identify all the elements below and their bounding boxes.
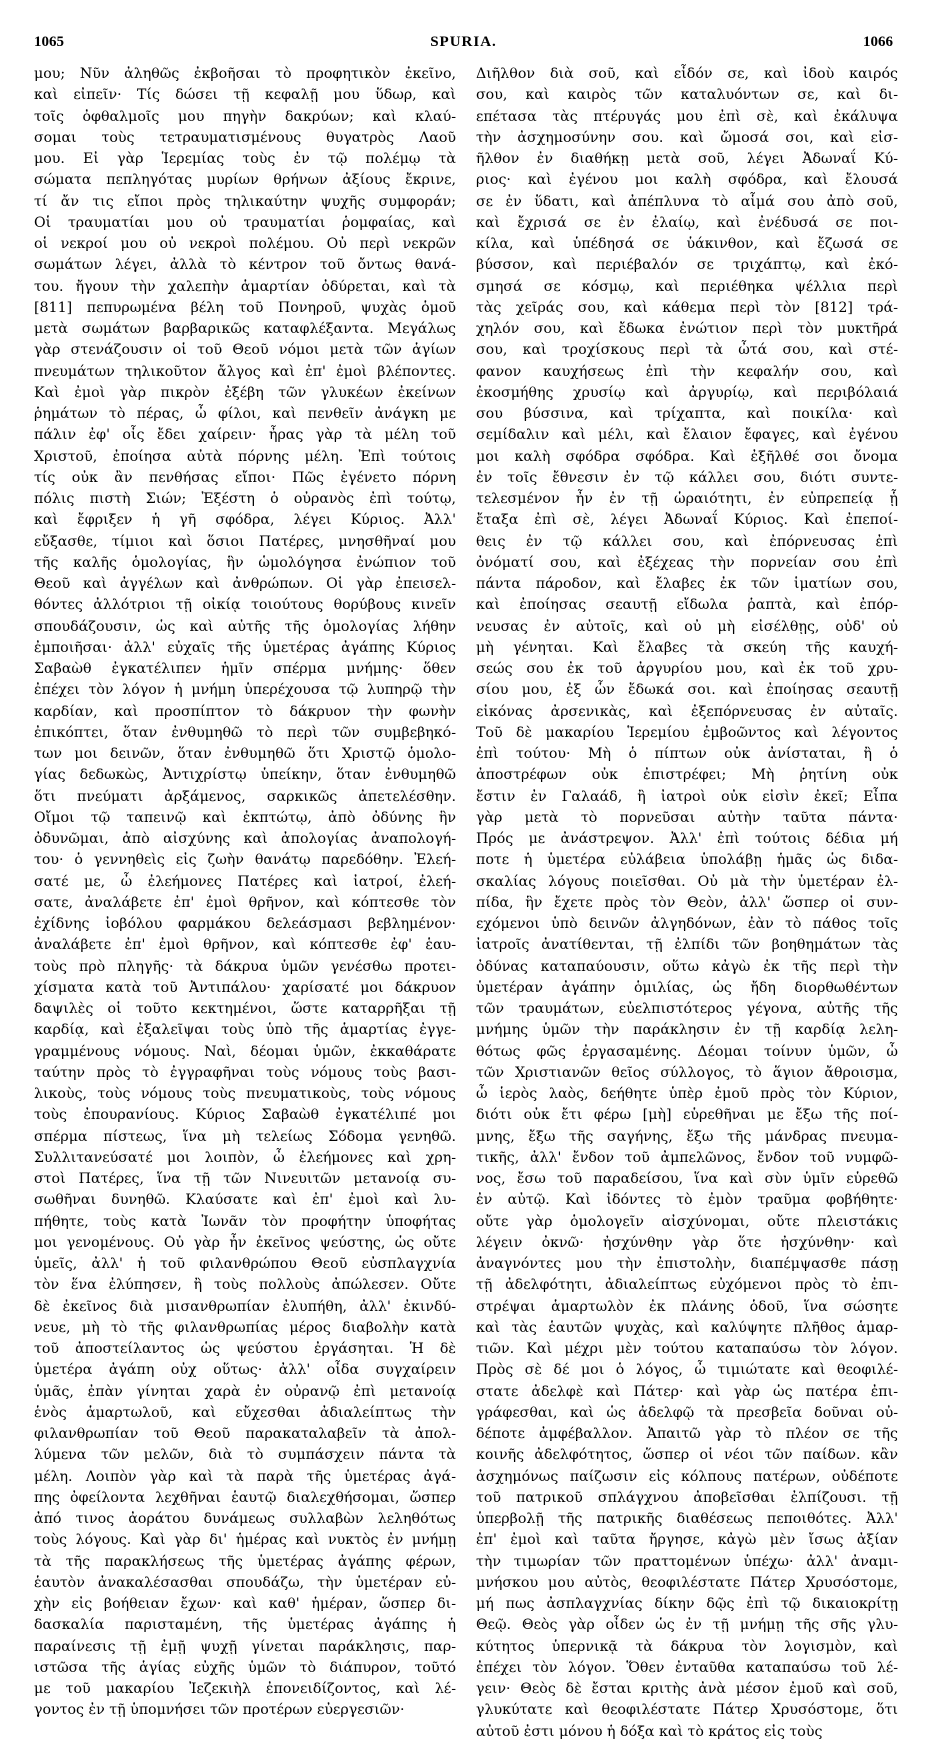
running-header xyxy=(34,34,893,56)
text-line: τοῦ πατρικοῦ σπλάγχνου ἀποβεῖσθαι ἐλπίζουσι. τῇ xyxy=(476,1489,898,1506)
text-line: νευε, μὴ τὸ τῆς φιλανθρωπίας μέρος διαβολὴν κατὰ xyxy=(34,1319,456,1336)
text-line: ἀπό τινος ἀοράτου δυνάμεως συλλαβὼν λεληθότως xyxy=(34,1511,456,1527)
text-line: σου βύσσινα, καὶ τρίχαπτα, καὶ ποικίλα· καὶ xyxy=(476,406,898,422)
text-line: ἐν τοῖς ἔθνεσιν ἐν τῷ κάλλει σου, διότι συντε- xyxy=(476,469,898,486)
left-column xyxy=(34,64,456,1719)
text-line: σατέ με, ὦ ἐλεήμονες Πατέρες καὶ ἰατροί, ἐλεή- xyxy=(34,873,456,890)
text-line: τιῶν. Καὶ μέχρι μὲν τούτου καταπαύσω τὸν λόγον. xyxy=(476,1341,898,1357)
text-line: πάλιν ἐφ' οἷς ἔδει χαίρειν· ἦρας γὰρ τὰ μέλη τοῦ xyxy=(34,427,456,444)
text-line: πάντα πάροδον, καὶ ἔλαβες ἐκ τῶν ἱματίων σου, xyxy=(476,576,898,592)
text-line: ὅτι πνεύματι ἀρξάμενος, σαρκικῶς ἀπετελέσθην. xyxy=(34,788,456,805)
text-line: γραμμένους νόμους. Ναὶ, δέομαι ὑμῶν, ἐκκαθάρατε xyxy=(34,1043,456,1060)
text-line: Οἱ τραυματίαι μου οὐ τραυματίαι ῥομφαίας, καὶ xyxy=(34,214,456,231)
text-line: οἱ νεκροί μου οὐ νεκροὶ πολέμου. Οὐ περὶ νεκρῶν xyxy=(34,236,456,252)
text-line: ἐπέχει τὸν λόγον ἡ μνήμη ὑπερέχουσα τῷ λυπηρῷ τὴν xyxy=(34,682,456,699)
right-column xyxy=(476,64,898,1740)
text-line: μοι καλὴ σφόδρα σφόδρα. Καὶ ἐξῆλθέ σοι ὄνομα xyxy=(476,448,898,465)
text-line: τικῆς, ἀλλ' ἔνδον τοῦ ἀμπελῶνος, ἔνδον τοῦ νυμφῶ- xyxy=(476,1149,898,1166)
text-line: γοντος ἐν τῇ ὑπομνήσει τῶν προτέρων εὐεργεσιῶν· xyxy=(34,1702,405,1719)
text-line: καρδίαν, καὶ προσπίπτον τὸ δάκρυον τὴν φωνὴν xyxy=(34,703,456,720)
text-line: τὰ τῆς παρακλήσεως τῆς ὑμετέρας ἀγάπης φέρων, xyxy=(34,1553,456,1570)
text-line: ὑμετέραν ἀγάπην ὁμιλίας, ὡς ἤδη διορθωθέντων xyxy=(476,979,898,996)
text-line: μέλη. Λοιπὸν γὰρ καὶ τὰ παρὰ τῆς ὑμετέρας ἀγά- xyxy=(34,1468,456,1485)
text-line: ἔταξα ἐπὶ σὲ, λέγει Ἀδωναΐ Κύριος. Καὶ ἐπεποί- xyxy=(476,512,898,529)
text-line: ἀσχημόνως παίζωσιν εἰς κόλπους πατέρων, οὐδέποτε xyxy=(476,1468,898,1485)
text-line: ιστῶσα τῆς ἁγίας εὐχῆς ὑμῶν τὸ διάπυρον, τοῦτό xyxy=(34,1659,456,1676)
text-line: ἀποστρέφων οὐκ ἐπιστρέφει; Μὴ ῥητίνη οὐκ xyxy=(476,767,898,784)
text-line: καὶ ἐποίησας σεαυτῇ εἴδωλα ῥαπτὰ, καὶ ἐπόρ- xyxy=(476,597,898,614)
text-line: επέτασα τὰς πτέρυγάς μου ἐπὶ σὲ, καὶ ἐκάλυψα xyxy=(476,108,898,125)
text-line: Θεοῦ καὶ ἀγγέλων καὶ ἀνθρώπων. Οἱ γὰρ ἐπεισελ- xyxy=(34,576,456,592)
text-line: στατε ἀδελφὲ καὶ Πάτερ· καὶ γὰρ ὡς πατέρα ἐπι- xyxy=(476,1383,898,1400)
text-line: δαψιλὲς οἱ τοῦτο κεκτημένοι, ὥστε καταρρῆξαι τῇ xyxy=(34,1001,456,1017)
text-line: σπουδάζουσιν, ὡς καὶ αὐτῆς τῆς ὁμολογίας λήθην xyxy=(34,618,456,635)
text-line: του. ἤγουν τὴν χαλεπὴν ἁμαρτίαν ὀδύρεται, καὶ τὰ xyxy=(34,278,456,295)
text-line: [811] πεπυρωμένα βέλη τοῦ Πονηροῦ, ψυχὰς ὁμοῦ xyxy=(34,299,456,316)
text-line: πόλις πιστὴ Σιών; Ἐξέστη ὁ οὐρανὸς ἐπὶ τούτῳ, xyxy=(34,491,456,507)
text-line: Οἴμοι τῷ ταπεινῷ καὶ ἐκπτώτῳ, ἀπὸ ὀδύνης ἣν xyxy=(34,809,456,826)
text-line: ποτε ἡ ὑμετέρα εὐλάβεια ὑπολάβῃ ἡμᾶς ὡς διδα- xyxy=(476,852,898,869)
text-line: σε ἐν ὕδατι, καὶ ἀπέπλυνα τὸ αἷμά σου ἀπὸ σοῦ, xyxy=(476,193,898,210)
text-line: καὶ ἔχρισά σε ἐν ἐλαίῳ, καὶ ἐνέδυσά σε ποι- xyxy=(476,214,898,231)
text-line: ἐπέχει τὸν λόγον. Ὅθεν ἐνταῦθα καταπαύσω τοῦ λέ- xyxy=(476,1659,898,1676)
text-line: τελεσμένον ἦν ἐν τῇ ὡραιότητι, ἐν εὐπρεπείᾳ ᾗ xyxy=(476,491,898,507)
text-line: παραίνεσις τῇ ἐμῇ ψυχῇ γίνεται παράκλησις, παρ- xyxy=(34,1638,456,1655)
text-line: τοὺς ἐπουρανίους. Κύριος Σαβαὼθ ἐγκατέλιπέ μοι xyxy=(34,1107,456,1124)
text-line: σου, καὶ καιρὸς τῶν καταλυόντων σε, καὶ δι- xyxy=(476,87,898,104)
text-line: δασκαλία παρισταμένη, τῆς ὑμετέρας ἀγάπης ἡ xyxy=(34,1617,456,1634)
text-line: σώματα πεπληγότας μυρίων θρήνων ἀξίους ἔκρινε, xyxy=(34,172,456,189)
text-line: ὀδυνῶμαι, ἀπὸ αἰσχύνης καὶ ἀπολογίας ἀναπολογή- xyxy=(34,831,456,847)
text-line: με τοῦ μακαρίου Ἰεζεκιὴλ ἐπονειδίζοντος, καὶ λέ- xyxy=(34,1681,456,1697)
text-line: δὲ ἐκεῖνος διὰ μισανθρωπίαν ἐλυπήθη, ἀλλ' ἐκινδύ- xyxy=(34,1298,456,1315)
text-line: πήθητε, τοὺς κατὰ Ἰωνᾶν τὸν προφήτην ὑποφήτας xyxy=(34,1213,456,1230)
text-line: ἐν αὐτῷ. Καὶ ἰδόντες τὸ ἐμὸν τραῦμα φοβήθητε· xyxy=(476,1192,898,1209)
text-line: ἑαυτὸν ἀνακαλέσασθαι σπουδάζω, τὴν ὑμετέραν εὐ- xyxy=(34,1574,456,1591)
text-line: των μοι δεινῶν, ὅταν ἐνθυμηθῶ ὅτι Χριστῷ ὁμολο- xyxy=(34,746,456,762)
text-line: τὸν ἕνα ἐλύπησεν, ἢ τοὺς πολλοὺς ἀπώλεσεν. Οὔτε xyxy=(34,1277,456,1294)
text-line: χὴν εἰς βοήθειαν ἔχων· καὶ καθ' ἡμέραν, ὥσπερ δι- xyxy=(34,1596,456,1612)
text-line: ταύτην πρὸς τὸ ἐγγραφῆναι τοὺς νόμους τοὺς βασι- xyxy=(34,1064,456,1081)
text-line: κύτητος ὑπερνικᾷ τὰ δάκρυα τὸν λογισμὸν, καὶ xyxy=(476,1638,898,1655)
text-line: αὐτοῦ ἐστι μόνου ἡ δόξα καὶ τὸ κράτος εἰς τοὺς xyxy=(476,1723,823,1740)
text-line: νος, ἔσω τοῦ παραδείσου, ἵνα καὶ σὺν ὑμῖν εὑρεθῶ xyxy=(476,1171,898,1187)
text-line: καὶ ἔφριξεν ἡ γῆ σφόδρα, λέγει Κύριος. Ἀλλ' xyxy=(34,512,456,529)
text-line: γράφεσθαι, καὶ ὡς ἀδελφῷ τὰ πρεσβεῖα δοῦναι οὐ- xyxy=(476,1404,898,1421)
page-number-right: 1066 xyxy=(863,34,893,50)
text-line: σίου μου, ἐξ ὧν ἔδωκά σοι. καὶ ἐποίησας σεαυτῇ xyxy=(476,682,898,699)
text-line: ἐπ' ἐμοὶ καὶ ταῦτα ἤργησε, κἀγὼ μὲν ἴσως ἀξίαν xyxy=(476,1532,898,1549)
text-line: διότι οὐκ ἔτι φέρω [μὴ] εὑρεθῆναι με ἔξω τῆς ποί- xyxy=(476,1107,898,1124)
text-line: του· ὁ γεννηθεὶς εἰς ζωὴν θανάτῳ παρεδόθην. Ἐλεή- xyxy=(34,852,456,869)
text-line: ἐπὶ τούτου· Μὴ ὁ πίπτων οὐκ ἀνίσταται, ἢ ὁ xyxy=(476,746,898,762)
text-line: χηλόν σου, καὶ ἔδωκα ἐνώτιον περὶ τὸν μυκτῆρά xyxy=(476,321,898,337)
text-line: τῇ ἀδελφότητι, ἀδιαλείπτως εὐχόμενοι πρὸς τὸ ἐπι- xyxy=(476,1277,898,1294)
text-line: πης ὀφείλοντα λεχθῆναι ἑαυτῷ διαλεχθήσομαι, ὥσπερ xyxy=(34,1489,456,1506)
text-line: μνης, ἔξω τῆς σαγήνης, ἔξω τῆς μάνδρας πνευμα- xyxy=(476,1128,898,1145)
text-line: Σαβαὼθ ἐγκατέλιπεν ἡμῖν σπέρμα μνήμης· ὅθεν xyxy=(34,661,456,677)
text-line: τοῖς ὀφθαλμοῖς μου πηγὴν δακρύων; καὶ κλαύ- xyxy=(34,108,456,125)
text-line: Χριστοῦ, ἐποίησα αὐτὰ πόρνης μέλη. Ἐπὶ τούτοις xyxy=(34,448,456,465)
text-line: Διῆλθον διὰ σοῦ, καὶ εἶδόν σε, καὶ ἰδοὺ καιρός xyxy=(476,66,898,82)
text-line: φιλανθρωπίαν τοῦ Θεοῦ παρακαταλαβεῖν τὰ ἀπολ- xyxy=(34,1426,456,1442)
text-line: πνευμάτων τηλικοῦτον ἄλγος καὶ ἐπ' ἐμοὶ βλέποντες. xyxy=(34,363,456,380)
text-line: γὰρ στενάζουσιν οἱ τοῦ Θεοῦ νόμοι μετὰ τῶν ἁγίων xyxy=(34,342,456,359)
text-line: σκαλίας λόγους ποιεῖσθαι. Οὐ μὰ τὴν ὑμετέραν ἐλ- xyxy=(476,873,898,890)
text-line: χίσματα κατὰ τοῦ Ἀντιπάλου· χαρίσατέ μοι δάκρυον xyxy=(34,979,456,996)
text-line: ἀναλάβετε ἐπ' ἐμοὶ θρῆνον, καὶ κόπτεσθε ἐφ' ἑαυ- xyxy=(34,937,456,954)
text-line: λικοὺς, τοὺς νόμους τοὺς πνευματικοὺς, τοὺς νόμους xyxy=(34,1086,456,1102)
text-line: τί ἄν τις εἴποι πρὸς τηλικαύτην ψυχῆς συμφοράν; xyxy=(34,193,456,210)
text-line: καὶ εἰπεῖν· Τίς δώσει τῇ κεφαλῇ μου ὕδωρ, καὶ xyxy=(34,87,456,104)
text-line: Τοῦ δὲ μακαρίου Ἱερεμίου ἐμβοῶντος καὶ λέγοντος xyxy=(476,724,898,741)
text-line: μὴ γένηται. Καὶ ἔλαβες τὰ σκεύη τῆς καυχή- xyxy=(476,639,898,656)
text-line: σεώς σου ἐκ τοῦ ἀργυρίου μου, καὶ ἐκ τοῦ χρυ- xyxy=(476,661,898,677)
text-line: τοῦ ἀποστείλαντος ὡς ψεύστου ἐργάσηται. Ἡ δὲ xyxy=(34,1341,456,1357)
text-line: οὔτε γὰρ ὁμολογεῖν αἰσχύνομαι, οὔτε πλειστάκις xyxy=(476,1213,898,1230)
text-line: καρδίᾳ, καὶ ἐξαλεῖψαι τοὺς ὑπὸ τῆς ἁμαρτίας ἐγγε- xyxy=(34,1022,456,1039)
text-line: σπέρμα πίστεως, ἵνα μὴ τελείως Σόδομα γενηθῶ. xyxy=(34,1128,456,1145)
text-line: ὑμᾶς, ἐπὰν γίνηται χαρὰ ἐν οὐρανῷ ἐπὶ μετανοίᾳ xyxy=(34,1383,456,1400)
text-line: ὀδύνας καταπαύουσιν, οὕτω κἀγὼ ἐκ τῆς περὶ τὴν xyxy=(476,958,898,975)
text-line: μετὰ σωμάτων βαρβαρικῶς καταφλέξαντα. Μεγάλως xyxy=(34,321,456,337)
text-line: στρέψαι ἁμαρτωλὸν ἐκ πλάνης ὁδοῦ, ἵνα σώσητε xyxy=(476,1298,898,1315)
running-title: SPURIA. xyxy=(430,34,497,50)
text-line: καὶ τὰς ἑαυτῶν ψυχὰς, καὶ καλύψητε πλῆθος ἁμαρ- xyxy=(476,1319,898,1336)
text-line: ἐμποιῆσαι· ἀλλ' εὐχαῖς τῆς ὑμετέρας ἀγάπης Κύριος xyxy=(34,639,456,656)
text-line: ἐχίδνης ἰοβόλου φαρμάκου δελεάσμασι βεβλημένον· xyxy=(34,916,456,932)
text-line: σωθῆναι δυνηθῶ. Κλαύσατε καὶ ἐπ' ἐμοὶ καὶ λυ- xyxy=(34,1192,456,1209)
text-line: νευσας ἐν αὐτοῖς, καὶ οὐ μὴ εἰσέλθῃς, οὐδ' οὐ xyxy=(476,618,898,635)
text-line: σατε, ἀναλάβετε ἐπ' ἐμοὶ θρῆνον, καὶ κόπτεσθε τὸν xyxy=(34,894,456,911)
text-line: ριος· καὶ ἐγένου μοι καλὴ σφόδρα, καὶ ἔλουσά xyxy=(476,172,898,189)
text-line: τὴν ἀσχημοσύνην σου. καὶ ὤμοσά σοι, καὶ εἰσ- xyxy=(476,129,898,146)
text-line: ὀνόματί σου, καὶ ἐξέχεας τὴν πορνείαν σου ἐπὶ xyxy=(476,554,898,571)
text-line: τῶν τραυμάτων, εὐελπιστότερος γέγονα, αὐτῆς τῆς xyxy=(476,1001,898,1017)
text-line: ῥημάτων τὸ πέρας, ὦ φίλοι, καὶ πενθεῖν ἀνάγκη με xyxy=(34,406,456,422)
text-line: σου, καὶ τροχίσκους περὶ τὰ ὦτά σου, καὶ στέ- xyxy=(476,342,898,359)
text-line: τοὺς πρὸ πληγῆς· τὰ δάκρυα ὑμῶν γενέσθω προτει- xyxy=(34,958,456,975)
text-line: κίλα, καὶ ὑπέδησά σε ὑάκινθον, καὶ ἔζωσά σε xyxy=(476,236,898,252)
text-line: εχόμενοι ὑπὸ δεινῶν ἀλγηδόνων, ἐὰν τὸ πάθος τοῖς xyxy=(476,916,898,932)
text-line: τὴν τιμωρίαν τῶν πραττομένων ὑπέχω· ἀλλ' ἀναμι- xyxy=(476,1553,898,1570)
text-line: θόντες ἀλλότριοι τῇ οἰκίᾳ τοιούτους θορύβους κινεῖν xyxy=(34,597,456,614)
text-line: τὰς χεῖράς σου, καὶ κάθεμα περὶ τὸν [812] τρά- xyxy=(476,299,898,316)
text-line: γλυκύτατε καὶ θεοφιλέστατε Πάτερ Χρυσόστομε, ὅτι xyxy=(476,1702,898,1719)
text-line: κοινῆς ἀδελφότητος, ὥσπερ οἱ νέοι τῶν παίδων. κἂν xyxy=(476,1447,898,1464)
text-line: Πρὸς σὲ δέ μοι ὁ λόγος, ὦ τιμιώτατε καὶ θεοφιλέ- xyxy=(476,1362,898,1379)
text-line: Καὶ ἐμοὶ γὰρ πικρὸν ἐξέβη τῶν γλυκέων ἐκείνων xyxy=(34,384,456,401)
text-line: ἰατροῖς ἀνατίθενται, τῇ ἐλπίδι τῶν βοηθημάτων τὰς xyxy=(476,937,898,954)
text-line: ἐπικόπτει, ὅταν ἐνθυμηθῶ τὸ περὶ τῶν συμβεβηκό- xyxy=(34,724,456,741)
text-line: Συλλιτανεύσατέ μοι λοιπὸν, ὦ ἐλεήμονες καὶ χρη- xyxy=(34,1149,456,1166)
text-line: λέγειν ὀκνῶ· ἠσχύνθην γὰρ ὅτε ἠσχύνθην· καὶ xyxy=(476,1234,898,1251)
text-line: μνήμης ὑμῶν τὴν παράκλησιν ἐν τῇ καρδίᾳ λελη- xyxy=(476,1022,898,1039)
text-line: δέποτε ἀμφέβαλλον. Ἀπαιτῶ γὰρ τὸ πλέον σε τῆς xyxy=(476,1426,898,1442)
text-line: πίδα, ἣν ἔχετε πρὸς τὸν Θεὸν, ἀλλ' ὥσπερ οἱ συν- xyxy=(476,894,898,911)
text-line: τίς οὐκ ἂν πενθήσας εἴποι· Πῶς ἐγένετο πόρνη xyxy=(34,469,456,486)
text-line: μή πως ἀσπλαγχνίας δίκην δῷς ἐπὶ τῷ δικαιοκρίτῃ xyxy=(476,1596,898,1612)
text-line: γειν· Θεὸς δὲ ἔσται κριτὴς ἀνὰ μέσον ἐμοῦ καὶ σοῦ, xyxy=(476,1681,898,1697)
text-line: σμησά σε κόσμῳ, καὶ περιέθηκα ψέλλια περὶ xyxy=(476,278,898,295)
text-line: στοὶ Πατέρες, ἵνα τῇ τῶν Νινευιτῶν μετανοίᾳ συ- xyxy=(34,1171,456,1187)
text-line: ὑμεῖς, ἀλλ' ἡ τοῦ φιλανθρώπου Θεοῦ εὐσπλαγχνία xyxy=(34,1256,456,1272)
text-line: μοι γενομένους. Οὐ γὰρ ἦν ἐκεῖνος ψεύστης, ὡς οὔτε xyxy=(34,1234,456,1251)
text-line: Πρός με ἀνάστρεψον. Ἀλλ' ἐπὶ τούτοις δέδια μή xyxy=(476,831,898,847)
text-line: σωμάτων λέγει, ἀλλὰ τὸ κέντρον τοῦ ὄντως θανά- xyxy=(34,257,456,274)
text-line: ὑμετέρα ἀγάπη οὐχ οὕτως· ἀλλ' οἶδα συγχαίρειν xyxy=(34,1362,456,1379)
text-line: λύμενα τῶν μελῶν, διὰ τὸ συμπάσχειν πάντα τὰ xyxy=(34,1447,456,1464)
text-line: μου; Νῦν ἀληθῶς ἐκβοῆσαι τὸ προφητικὸν ἐκεῖνο, xyxy=(34,66,456,82)
text-line: εὔξασθε, τίμιοι καὶ ὅσιοι Πατέρες, μνησθῆναί μου xyxy=(34,533,456,550)
text-line: ἐκοσμήθης χρυσίῳ καὶ ἀργυρίῳ, καὶ περιβόλαιά xyxy=(476,384,898,401)
text-line: ἑνὸς ἁμαρτωλοῦ, καὶ εὔχεσθαι ἀδιαλείπτως τὴν xyxy=(34,1404,456,1421)
text-line: θεις ἐν τῷ κάλλει σου, καὶ ἐπόρνευσας ἐπὶ xyxy=(476,533,898,550)
text-line: βύσσον, καὶ περιέβαλόν σε τριχάπτῳ, καὶ ἐκό- xyxy=(476,257,898,274)
text-line: Θεῷ. Θεὸς γὰρ οἶδεν ὡς ἐν τῇ μνήμῃ τῆς σῆς γλυ- xyxy=(476,1617,898,1634)
text-line: θότως φῶς ἐργασαμένης. Δέομαι τοίνυν ὑμῶν, ὦ xyxy=(476,1043,898,1060)
text-line: ῆλθον ἐν διαθήκῃ μετὰ σοῦ, λέγει Ἀδωναΐ Κύ- xyxy=(476,151,898,167)
text-line: τοὺς λόγους. Καὶ γὰρ δι' ἡμέρας καὶ νυκτὸς ἐν μνήμῃ xyxy=(34,1532,456,1549)
text-line: τῆς καλῆς ὁμολογίας, ἣν ὡμολόγησα ἐνώπιον τοῦ xyxy=(34,554,456,571)
text-line: μου. Εἰ γὰρ Ἱερεμίας τοὺς ἐν τῷ πολέμῳ τὰ xyxy=(34,151,456,167)
text-line: ὦ ἱερὸς λαὸς, δεήθητε ὑπὲρ ἐμοῦ πρὸς τὸν Κύριον, xyxy=(476,1086,898,1102)
text-line: εἰκόνας ἀρσενικὰς, καὶ ἐξεπόρνευσας ἐν αὐταῖς. xyxy=(476,703,898,720)
text-line: σομαι τοὺς τετραυματισμένους θυγατρὸς Λαοῦ xyxy=(34,129,456,146)
text-line: γίας δεδωκὼς, Ἀντιχρίστῳ ὑπείκην, ὅταν ἐνθυμηθῶ xyxy=(34,767,456,784)
text-line: ἔστιν ἐν Γαλαάδ, ἢ ἰατροὶ οὐκ εἰσὶν ἐκεῖ; Εἶπα xyxy=(476,788,898,805)
text-line: φανον καυχήσεως ἐπὶ τὴν κεφαλήν σου, καὶ xyxy=(476,363,898,380)
text-line: μνήσκου μου αὐτὸς, θεοφιλέστατε Πάτερ Χρυσόστομε, xyxy=(476,1574,898,1591)
text-line: ἀναγνόντες μου τὴν ἐπιστολὴν, διαπέμψασθε πάσῃ xyxy=(476,1256,898,1272)
text-line: τῶν Χριστιανῶν θεῖος σύλλογος, τὸ ἅγιον ἄθροισμα, xyxy=(476,1064,898,1081)
page-number-left: 1065 xyxy=(34,34,64,50)
text-line: ὑπερβολῇ τῆς πατρικῆς διαθέσεως πεποιθότες. Ἀλλ' xyxy=(476,1511,898,1527)
text-line: γὰρ μετὰ τὸ πορνεῦσαι αὐτὴν ταῦτα πάντα· xyxy=(476,809,898,826)
text-line: σεμίδαλιν καὶ μέλι, καὶ ἔλαιον ἔφαγες, καὶ ἐγένου xyxy=(476,427,898,444)
